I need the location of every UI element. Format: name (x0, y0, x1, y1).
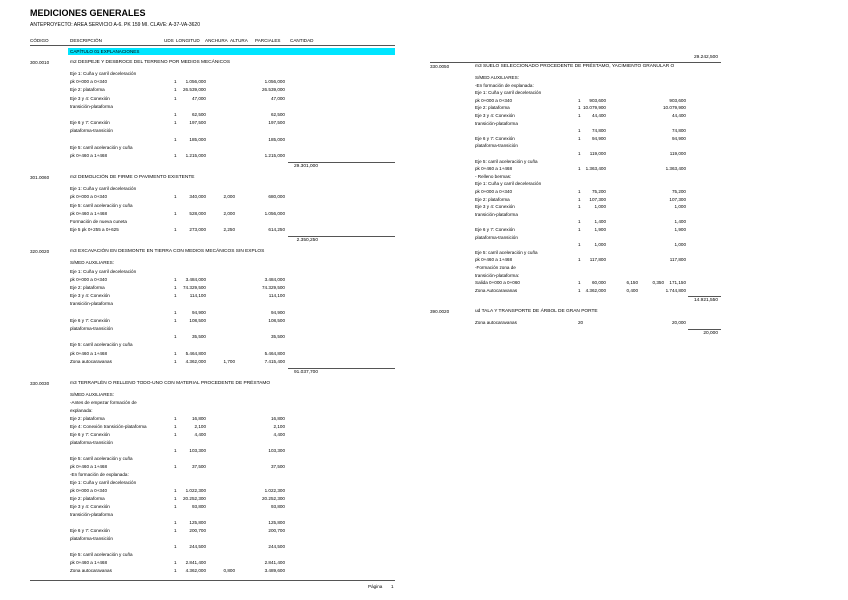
measurement-parcial: 1,900 (674, 227, 686, 232)
carried-total: 29.242,500 (693, 55, 718, 60)
measurement-longitud: 185,000 (189, 136, 206, 142)
measurement-longitud: 94,900 (191, 309, 206, 315)
measurement-longitud: 75,200 (591, 189, 606, 194)
col-header-anchura: ANCHURA (205, 38, 228, 43)
measurement-comment: explanada: (70, 408, 93, 413)
measurement-comment: pk 0+000 a 0+340 (475, 97, 513, 103)
measurement-comment: -En formación de explanada: (475, 82, 534, 88)
measurement-comment: Eje 1: Cuña y carril deceleración (70, 71, 137, 76)
measurement-comment: pk 0+460 a 1+468 (70, 350, 108, 356)
measurement-anchura: 2,000 (223, 210, 235, 216)
measurement-comment: Eje 5: carril aceleración y cuña (70, 202, 133, 208)
measurement-uds: 1 (578, 219, 581, 225)
measurement-uds: 1 (578, 166, 581, 172)
measurement-uds: 1 (578, 280, 581, 286)
measurement-parcial: 1,000 (674, 204, 686, 210)
measurement-comment: pk 0+460 a 1+468 (70, 210, 108, 216)
measurement-parcial: 244,500 (268, 544, 285, 549)
measurement-comment: plataforma-transición (475, 143, 518, 149)
measurement-parcial: 1,400 (674, 219, 686, 225)
measurement-parcial: 5.464,800 (264, 350, 285, 356)
measurement-uds: 1 (174, 424, 177, 429)
measurement-longitud: 5.464,800 (185, 350, 206, 356)
measurement-anchura: 0,800 (223, 568, 235, 573)
measurement-comment: Eje 6 y 7: Conexión (70, 432, 110, 437)
measurement-parcial: 20.252,300 (262, 496, 285, 501)
measurement-comment: Eje 6 y 7: Conexión (70, 120, 110, 126)
measurement-longitud: 94,900 (591, 135, 606, 141)
measurement-uds: 1 (578, 287, 581, 293)
measurement-parcial: 903,600 (669, 97, 686, 103)
measurement-uds: 1 (174, 293, 177, 299)
measurement-longitud: 4.362,000 (185, 358, 206, 364)
measurement-comment: Eje 5: carril aceleración y cuña (70, 342, 133, 348)
measurement-uds: 1 (174, 350, 177, 356)
measurement-longitud: 108,500 (189, 317, 206, 323)
measurement-parcial: 74.329,500 (262, 285, 285, 290)
measurement-parcial: 680,000 (268, 194, 285, 200)
measurement-parcial: 75,200 (671, 189, 686, 194)
measurement-comment: Eje 2: plataforma (70, 87, 105, 93)
measurement-comment: Eje 3 y 4: Conexión (70, 293, 110, 299)
measurement-comment: pk 0+000 a 0+340 (70, 276, 108, 282)
item-code: 330.0030 (30, 381, 50, 386)
measurement-uds: 1 (174, 120, 177, 126)
measurement-uds: 1 (174, 464, 177, 469)
measurement-parcial: 103,300 (268, 448, 285, 453)
measurement-comment: pk 0+000 a 0+340 (70, 79, 108, 85)
measurement-uds: 1 (174, 79, 177, 85)
measurement-comment: pk 0+460 a 1+468 (70, 153, 108, 158)
measurement-parcial: 614,250 (268, 227, 285, 233)
measurement-comment: Eje 3 y 4: Conexión (475, 204, 515, 210)
measurement-parcial: 3.484,000 (264, 276, 285, 282)
measurement-uds: 1 (174, 568, 177, 573)
measurement-longitud: 103,300 (189, 448, 206, 453)
measurement-parcial: 1.056,000 (264, 79, 285, 85)
measurement-parcial: 185,000 (268, 136, 285, 142)
measurement-comment: Eje 3 y 4: Conexión (475, 113, 515, 118)
measurement-uds: 1 (578, 113, 581, 118)
measurement-uds: 1 (578, 204, 581, 210)
measurement-longitud: 1.215,000 (185, 153, 206, 158)
measurement-uds: 1 (174, 496, 177, 501)
measurement-comment: transición-plataforma (70, 103, 113, 109)
measurement-uds: 1 (174, 210, 177, 216)
measurement-longitud: 62,500 (191, 112, 206, 117)
measurement-uds: 1 (578, 242, 581, 248)
measurement-comment: Zona autocaravanas (70, 358, 112, 364)
measurement-parcial: 200,700 (268, 528, 285, 533)
measurement-comment: Eje 2: plataforma (70, 416, 105, 421)
measurement-parcial: 94,900 (671, 135, 686, 141)
col-header-altura: ALTURA (230, 38, 248, 43)
measurement-comment: Eje 3 y 4: Conexión (70, 504, 110, 509)
measurement-anchura: 0,400 (626, 287, 638, 293)
measurement-comment: Eje 5: carril aceleración y cuña (70, 552, 133, 557)
measurement-parcial: 62,500 (270, 112, 285, 117)
measurement-comment: Eje 5: carril aceleración y cuña (70, 144, 133, 150)
col-header-code: CÓDIGO (30, 38, 49, 43)
measurement-longitud: 244,500 (189, 544, 206, 549)
measurement-parcial: 119,000 (669, 151, 686, 156)
measurement-comment: Eje 1: Cuña y carril deceleración (70, 268, 137, 274)
header-rule (30, 45, 395, 46)
col-header-parciales: PARCIALES (255, 38, 281, 43)
item-code: 301.0060 (30, 175, 50, 181)
measurement-parcial: 10.079,900 (663, 105, 686, 111)
measurement-uds: 1 (174, 87, 177, 93)
measurement-comment: Eje 2: plataforma (70, 285, 105, 290)
measurement-longitud: 47,000 (191, 95, 206, 101)
measurement-uds: 1 (174, 276, 177, 282)
measurement-parcial: 107,300 (669, 196, 686, 202)
item-description: m2 DEMOLICIÓN DE FIRME O PAVIMENTO EXISTENTE (70, 175, 195, 181)
footer-page-number: 1 (391, 584, 394, 589)
measurement-comment: Salida 0+000 a 0+060 (475, 280, 520, 286)
measurement-uds: 20 (578, 320, 584, 326)
measurement-uds: 1 (174, 317, 177, 323)
measurement-uds: 1 (174, 416, 177, 421)
measurement-longitud: 1.022,300 (185, 488, 206, 493)
measurement-comment: pk 0+460 a 1+468 (70, 560, 108, 565)
measurement-comment: plataforma-transición (70, 128, 113, 134)
measurement-parcial: 26.539,000 (262, 87, 285, 93)
measurement-parcial: 44,400 (671, 113, 686, 118)
measurement-comment: pk 0+460 a 1+468 (475, 166, 513, 172)
measurement-parcial: 7.415,400 (264, 358, 285, 364)
measurement-longitud: 60,000 (591, 280, 606, 286)
measurement-parcial: 117,800 (669, 257, 686, 263)
measurement-comment: transición-plataforma (70, 301, 113, 307)
measurement-comment: S/MED AUXILIARES: (70, 260, 114, 266)
measurement-comment: transición-plataforma (475, 211, 518, 217)
measurement-comment: Eje 5 pk 0+255 a 0+625 (70, 227, 119, 233)
measurement-comment: Eje 5: carril aceleración y cuña (475, 158, 538, 164)
item-code: 330.0050 (430, 64, 450, 69)
measurement-longitud: 107,300 (589, 196, 606, 202)
measurement-parcial: 2.841,400 (264, 560, 285, 565)
measurement-comment: Eje 1: Cuña y carril deceleración (70, 186, 137, 192)
page-title: MEDICIONES GENERALES (30, 8, 146, 18)
measurement-uds: 1 (174, 136, 177, 142)
carry-rule (430, 62, 721, 63)
measurement-longitud: 10.079,900 (583, 105, 606, 111)
measurement-longitud: 74.329,500 (183, 285, 206, 290)
measurement-parcial: 93,800 (270, 504, 285, 509)
measurement-comment: Eje 1: Cuña y carril deceleración (475, 181, 542, 187)
measurement-uds: 1 (174, 112, 177, 117)
measurement-parcial: 20,000 (671, 320, 686, 326)
measurement-comment: Eje 5: carril aceleración y cuña (70, 456, 133, 461)
measurement-comment: pk 0+000 a 0+340 (70, 488, 108, 493)
measurement-longitud: 4,400 (194, 432, 206, 437)
measurement-longitud: 74,800 (591, 128, 606, 134)
measurement-comment: -En formación de explanada: (70, 472, 129, 477)
measurement-comment: Eje 6 y 7: Conexión (475, 227, 515, 232)
measurement-uds: 1 (174, 194, 177, 200)
measurement-comment: S/MED AUXILIARES: (70, 392, 114, 397)
footer-rule (30, 580, 395, 581)
measurement-uds: 1 (174, 448, 177, 453)
item-code: 320.0020 (30, 249, 50, 255)
col-header-cantidad: CANTIDAD (290, 38, 314, 43)
measurement-parcial: 35,500 (270, 334, 285, 340)
measurement-uds: 1 (174, 560, 177, 565)
measurement-comment: Eje 1: Cuña y carril deceleración (70, 480, 137, 485)
measurement-parcial: 1.744,800 (665, 287, 686, 293)
measurement-longitud: 35,500 (191, 334, 206, 340)
chapter-title: CAPÍTULO 01 EXPLANACIONES (70, 49, 140, 54)
measurement-comment: - Relleno bermas: (475, 173, 512, 179)
measurement-parcial: 4,400 (273, 432, 285, 437)
measurement-parcial: 1.022,300 (264, 488, 285, 493)
measurement-longitud: 1.363,400 (585, 166, 606, 172)
measurement-comment: Eje 6 y 7: Conexión (70, 317, 110, 323)
measurement-comment: transición-plataforma (70, 512, 113, 517)
measurement-longitud: 114,100 (189, 293, 206, 299)
measurement-uds: 1 (578, 97, 581, 103)
measurement-parcial: 171,150 (669, 280, 686, 286)
measurement-parcial: 197,500 (268, 120, 285, 126)
col-header-description: DESCRIPCIÓN (70, 38, 102, 43)
measurement-longitud: 1,900 (594, 227, 606, 232)
measurement-longitud: 1.056,000 (185, 79, 206, 85)
measurement-longitud: 4.362,000 (185, 568, 206, 573)
item-total: 20,000 (703, 331, 718, 337)
measurement-longitud: 1,400 (594, 219, 606, 225)
measurement-longitud: 200,700 (189, 528, 206, 533)
measurement-longitud: 93,800 (191, 504, 206, 509)
measurement-comment: plataforma-transición (70, 326, 113, 331)
measurement-longitud: 125,800 (189, 520, 206, 525)
measurement-altura: 0,350 (652, 280, 664, 286)
measurement-parcial: 1,000 (674, 242, 686, 248)
measurement-uds: 1 (174, 528, 177, 533)
measurement-comment: Eje 2: plataforma (475, 105, 510, 111)
measurement-uds: 1 (174, 95, 177, 101)
measurement-uds: 1 (578, 189, 581, 194)
measurement-comment: Eje 5: carril aceleración y cuña (475, 249, 538, 255)
measurement-comment: Eje 1: Cuña y carril deceleración (475, 90, 542, 96)
measurement-comment: -Formación zona de (475, 265, 516, 270)
measurement-uds: 1 (174, 334, 177, 340)
measurement-parcial: 114,100 (268, 293, 285, 299)
measurement-uds: 1 (174, 488, 177, 493)
measurement-parcial: 125,800 (268, 520, 285, 525)
measurement-longitud: 37,500 (191, 464, 206, 469)
measurement-longitud: 1,000 (594, 204, 606, 210)
measurement-comment: Eje 6 y 7: Conexión (70, 528, 110, 533)
measurement-comment: transición-plataforma: (475, 272, 520, 278)
measurement-longitud: 197,500 (189, 120, 206, 126)
measurement-uds: 1 (174, 432, 177, 437)
measurement-longitud: 16,800 (191, 416, 206, 421)
measurement-parcial: 1.363,400 (665, 166, 686, 172)
measurement-comment: pk 0+000 a 0+340 (475, 189, 513, 194)
measurement-comment: Eje 4: Conexión transición-plataforma (70, 424, 147, 429)
measurement-uds: 1 (174, 285, 177, 290)
col-header-longitud: LONGITUD (176, 38, 200, 43)
measurement-parcial: 74,800 (671, 128, 686, 134)
measurement-uds: 1 (174, 309, 177, 315)
measurement-comment: Eje 2: plataforma (70, 496, 105, 501)
item-description: m2 DESPEJE Y DESBROCE DEL TERRENO POR MEDIOS MECÁNICOS (70, 60, 231, 65)
measurement-longitud: 340,000 (189, 194, 206, 200)
measurement-comment: Eje 3 y 4: Conexión (70, 95, 110, 101)
measurement-comment: Zona autocaravanas (70, 568, 112, 573)
footer-page-label: Página (368, 584, 383, 589)
measurement-uds: 1 (174, 544, 177, 549)
measurement-uds: 1 (174, 358, 177, 364)
measurement-uds: 1 (578, 135, 581, 141)
measurement-longitud: 4.362,000 (585, 287, 606, 293)
item-description: m3 SUELO SELECCIONADO PROCEDENTE DE PRÉSTAMO, YACIMIENTO GRANULAR O (475, 64, 675, 69)
measurement-comment: pk 0+000 a 0+340 (70, 194, 108, 200)
item-description: m3 EXCAVACIÓN EN DESMONTE EN TIERRA CON MEDIOS MECÁNICOS SIN EXPLOS (70, 249, 265, 255)
item-code: 390.0020 (430, 309, 450, 315)
measurement-comment: S/MED AUXILIARES: (475, 75, 519, 80)
measurement-comment: Formación de nueva cuneta (70, 219, 127, 224)
measurement-uds: 1 (174, 153, 177, 158)
measurement-parcial: 1.215,000 (264, 153, 285, 158)
measurement-comment: Zona autocaravanas (475, 320, 517, 326)
measurement-comment: Eje 2: plataforma (475, 196, 510, 202)
item-total: 29.301,000 (293, 164, 318, 170)
measurement-uds: 1 (578, 128, 581, 134)
measurement-longitud: 119,000 (589, 151, 606, 156)
measurement-longitud: 528,000 (189, 210, 206, 216)
item-total: 14.921,550 (693, 298, 718, 304)
measurement-comment: plataforma-transición (70, 536, 113, 541)
measurement-uds: 1 (174, 504, 177, 509)
measurement-comment: Eje 6 y 7: Conexión (475, 135, 515, 141)
project-subtitle: ANTEPROYECTO: AREA SERVICIO A-6. PK 159 MI. CLAVE: A-37-VA-3620 (30, 22, 200, 28)
measurement-longitud: 2.841,400 (185, 560, 206, 565)
measurement-uds: 1 (578, 227, 581, 232)
measurement-parcial: 37,500 (270, 464, 285, 469)
measurement-parcial: 3.489,600 (264, 568, 285, 573)
item-total: 91.037,700 (293, 370, 318, 375)
measurement-comment: pk 0+460 a 1+468 (70, 464, 108, 469)
measurement-longitud: 26.539,000 (183, 87, 206, 93)
measurement-anchura: 1,700 (223, 358, 235, 364)
measurement-parcial: 16,800 (270, 416, 285, 421)
item-description: ud TALA Y TRANSPORTE DE ÁRBOL DE GRAN PORTE (475, 309, 598, 315)
measurement-uds: 1 (174, 227, 177, 233)
measurement-uds: 1 (578, 151, 581, 156)
measurement-longitud: 117,800 (589, 257, 606, 263)
measurement-parcial: 1.056,000 (264, 210, 285, 216)
measurement-parcial: 47,000 (270, 95, 285, 101)
measurement-comment: pk 0+460 a 1+468 (475, 257, 513, 263)
measurement-longitud: 44,400 (591, 113, 606, 118)
measurement-comment: plataforma-transición (70, 440, 113, 445)
measurement-longitud: 20.252,300 (183, 496, 206, 501)
total-rule (288, 368, 395, 369)
measurement-uds: 1 (578, 196, 581, 202)
measurement-anchura: 2,000 (223, 194, 235, 200)
measurement-parcial: 2,100 (273, 424, 285, 429)
measurement-longitud: 1,000 (594, 242, 606, 248)
measurement-longitud: 2,100 (194, 424, 206, 429)
measurement-longitud: 903,600 (589, 97, 606, 103)
measurement-comment: transición-plataforma (475, 120, 518, 126)
measurement-comment: Zona Autocaravanas (475, 287, 518, 293)
item-description: m3 TERRAPLÉN O RELLENO TODO-UNO CON MATERIAL PROCEDENTE DE PRÉSTAMO (70, 381, 271, 386)
measurement-longitud: 3.484,000 (185, 276, 206, 282)
measurement-anchura: 6,150 (626, 280, 638, 286)
measurement-parcial: 108,500 (268, 317, 285, 323)
measurement-comment: -Antes de empezar formación de (70, 400, 137, 405)
item-code: 300.0010 (30, 60, 50, 65)
measurement-longitud: 273,000 (189, 227, 206, 233)
measurement-comment: plataforma-transición (475, 234, 518, 240)
measurement-anchura: 2,250 (223, 227, 235, 233)
measurement-parcial: 94,900 (270, 309, 285, 315)
measurement-uds: 1 (578, 257, 581, 263)
item-total: 2.350,250 (296, 238, 318, 244)
measurement-uds: 1 (174, 520, 177, 525)
col-header-uds: UDS (164, 38, 174, 43)
measurement-uds: 1 (578, 105, 581, 111)
